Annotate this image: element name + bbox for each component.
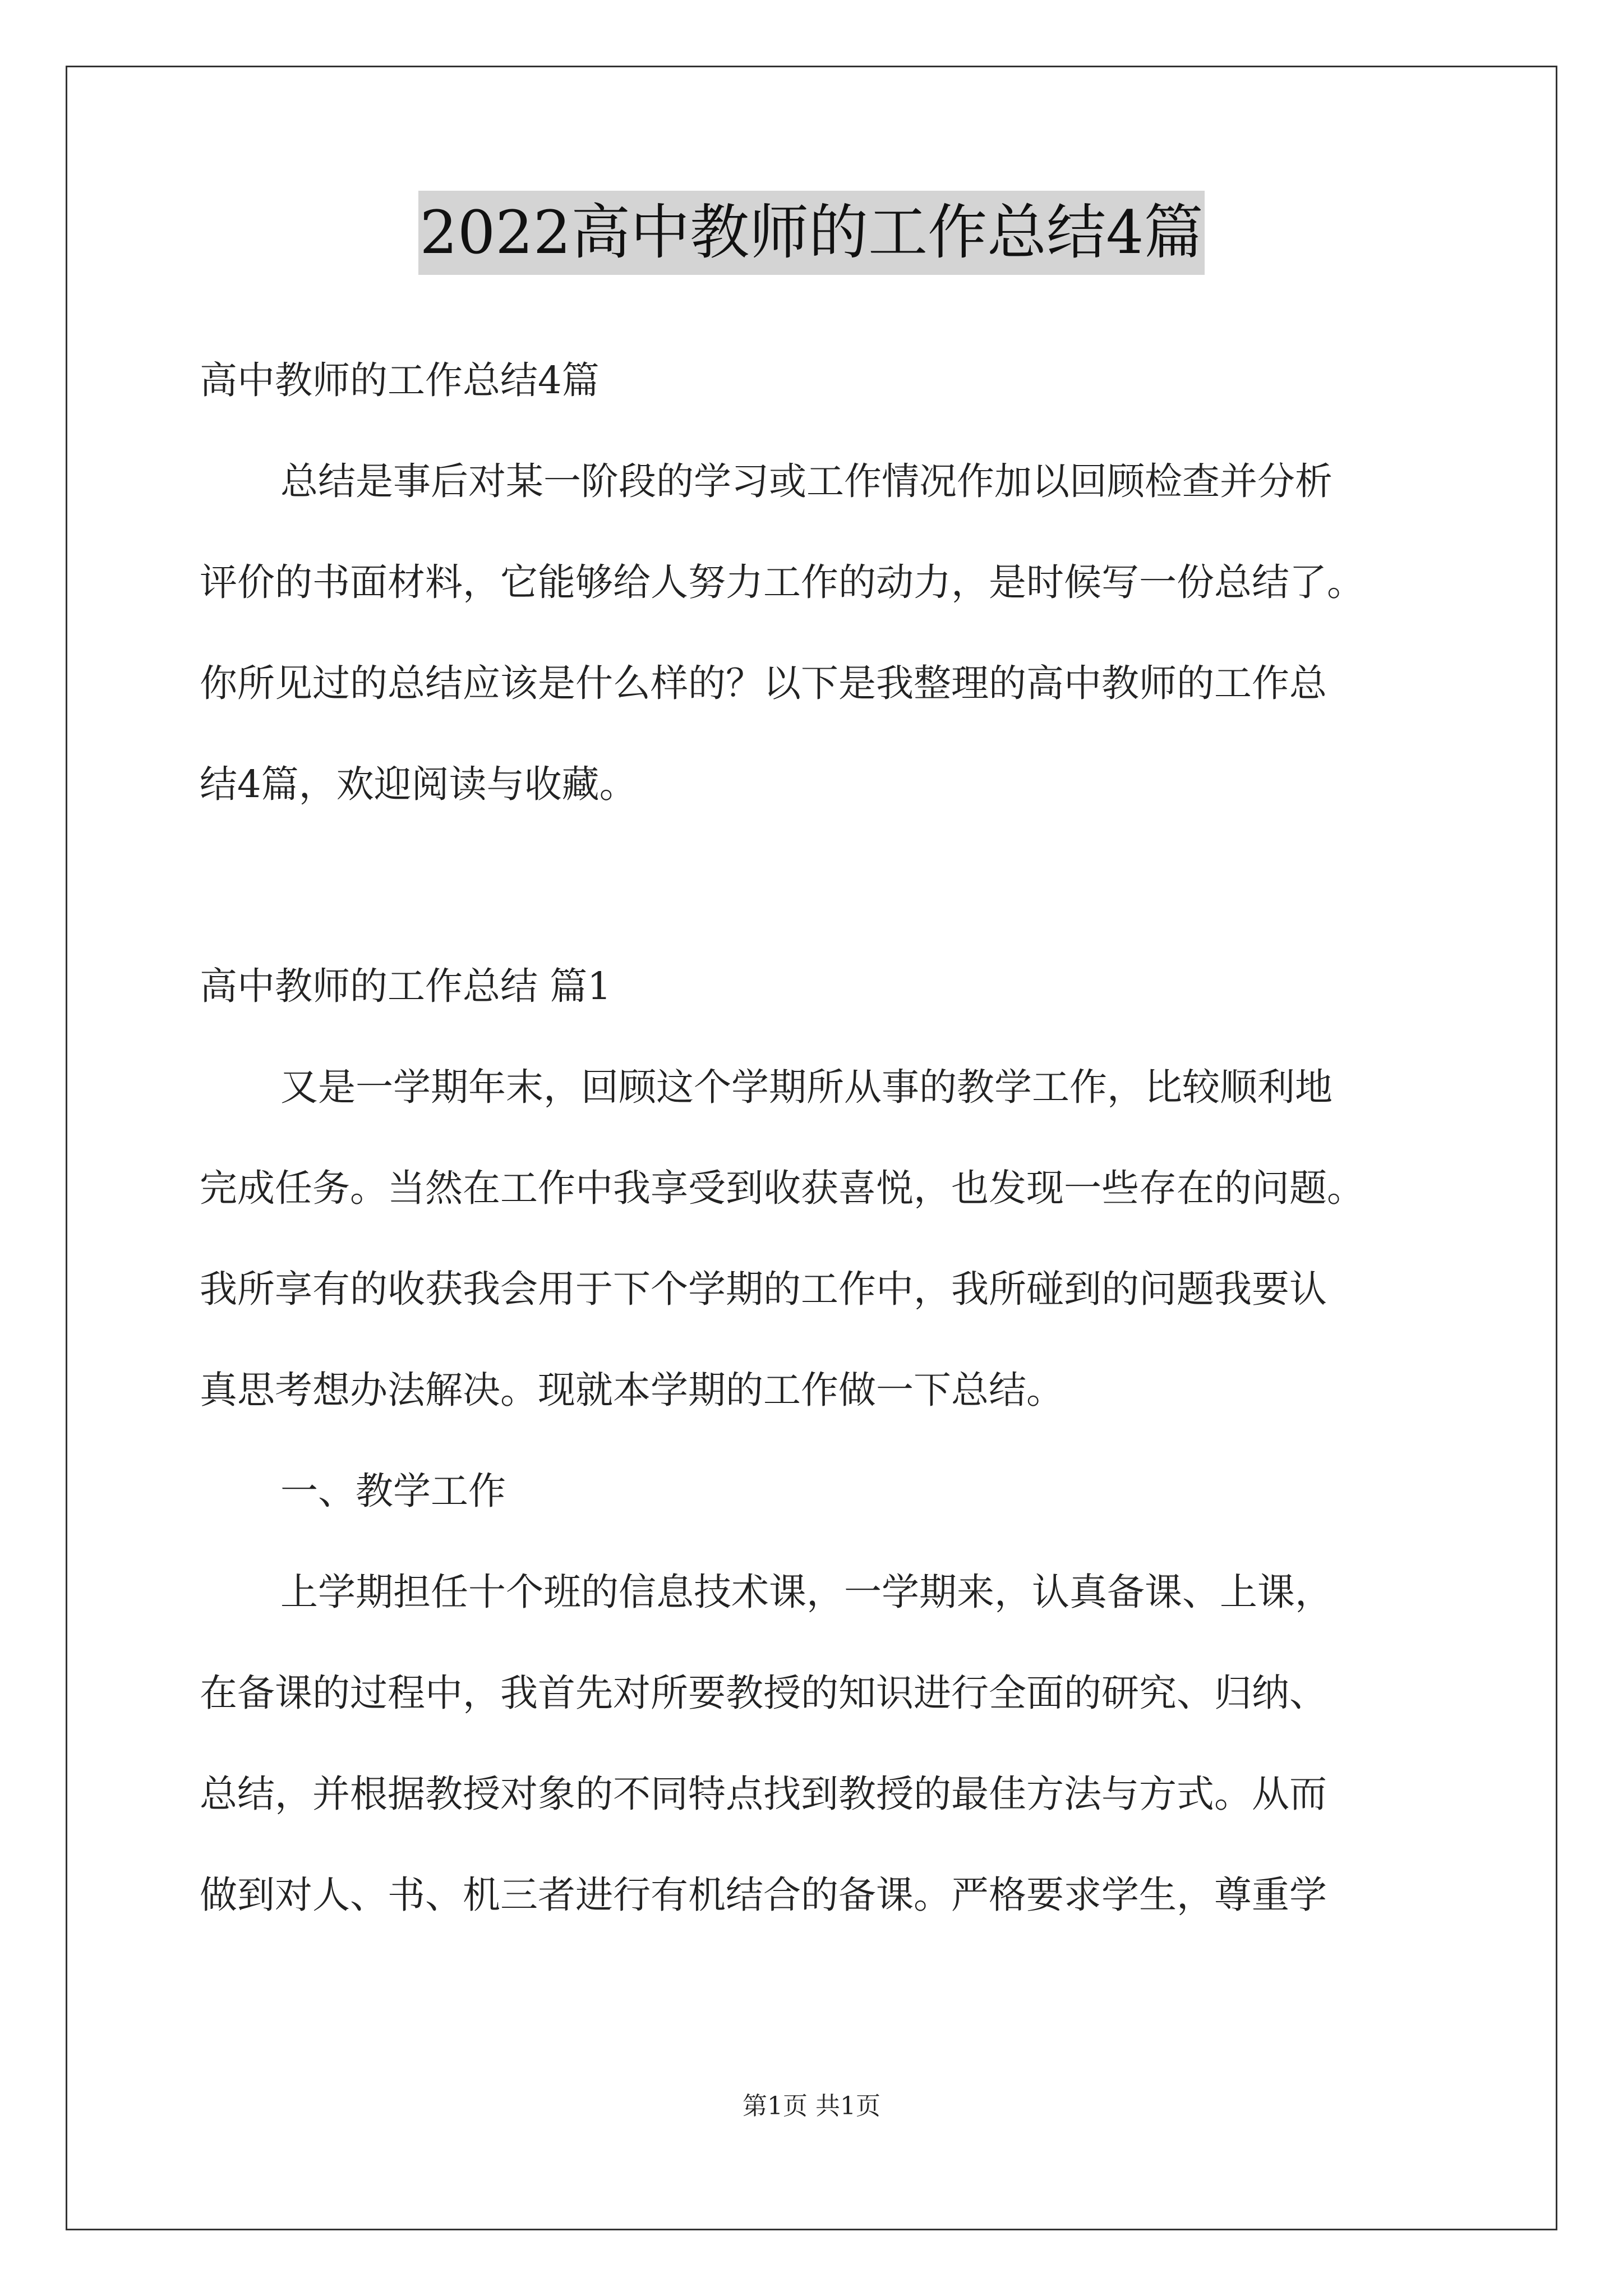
paragraph-line: 评价的书面材料，它能够给人努力工作的动力，是时候写一份总结了。 <box>200 560 1364 604</box>
paragraph-line: 完成任务。当然在工作中我享受到收获喜悦，也发现一些存在的问题。 <box>200 1166 1364 1210</box>
paragraph-line: 又是一学期年末，回顾这个学期所从事的教学工作，比较顺利地 <box>280 1065 1332 1109</box>
paragraph-line: 我所享有的收获我会用于下个学期的工作中，我所碰到的问题我要认 <box>200 1267 1327 1311</box>
document-title: 2022高中教师的工作总结4篇 <box>418 191 1204 275</box>
paragraph-line: 结4篇，欢迎阅读与收藏。 <box>200 762 637 806</box>
paragraph-line: 在备课的过程中，我首先对所要教授的知识进行全面的研究、归纳、 <box>200 1671 1327 1715</box>
paragraph-line: 总结是事后对某一阶段的学习或工作情况作加以回顾检查并分析 <box>280 459 1332 503</box>
paragraph-line: 你所见过的总结应该是什么样的？以下是我整理的高中教师的工作总 <box>200 661 1327 705</box>
paragraph-line: 上学期担任十个班的信息技术课，一学期来，认真备课、上课， <box>280 1570 1332 1614</box>
paragraph-line: 总结，并根据教授对象的不同特点找到教授的最佳方法与方式。从而 <box>200 1772 1327 1816</box>
paragraph-line: 真思考想办法解决。现就本学期的工作做一下总结。 <box>200 1368 1064 1412</box>
title-container <box>0 191 1623 275</box>
subsection-heading: 一、教学工作 <box>280 1469 506 1513</box>
section-heading: 高中教师的工作总结 篇1 <box>200 964 611 1008</box>
subtitle-line: 高中教师的工作总结4篇 <box>200 358 600 402</box>
page-footer: 第1页 共1页 <box>743 2092 880 2120</box>
paragraph-line: 做到对人、书、机三者进行有机结合的备课。严格要求学生，尊重学 <box>200 1873 1327 1917</box>
